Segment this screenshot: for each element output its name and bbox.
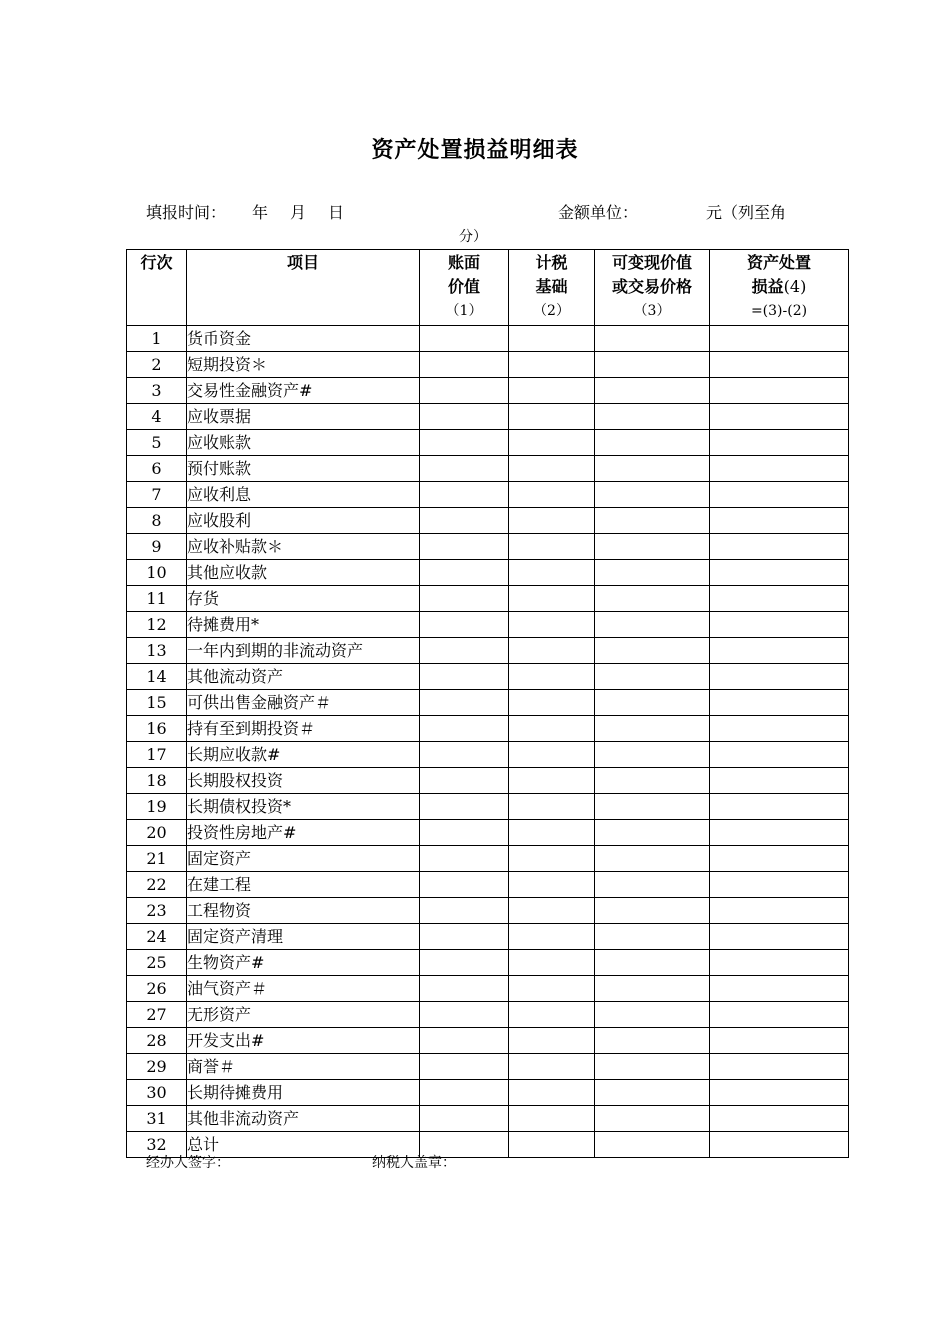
table-row: [127, 404, 849, 430]
tax-basis-cell[interactable]: [509, 534, 595, 560]
row-number: 20: [127, 820, 187, 846]
realizable-value-cell[interactable]: [595, 820, 710, 846]
row-number: 11: [127, 586, 187, 612]
disposal-gain-loss-cell[interactable]: [710, 1080, 849, 1106]
row-item: 长期待摊费用: [187, 1080, 420, 1106]
table-row: [127, 1080, 849, 1106]
tax-basis-cell[interactable]: [509, 794, 595, 820]
disposal-gain-loss-cell[interactable]: [710, 794, 849, 820]
tax-basis-cell[interactable]: [509, 1106, 595, 1132]
row-number: 24: [127, 924, 187, 950]
row-item: 存货: [187, 586, 420, 612]
table-row: [127, 612, 849, 638]
col-header-realizable-value: 可变现价值 或交易价格 （3）: [595, 250, 710, 326]
row-number: 6: [127, 456, 187, 482]
row-number: 31: [127, 1106, 187, 1132]
realizable-value-cell[interactable]: [595, 716, 710, 742]
tax-basis-cell[interactable]: [509, 976, 595, 1002]
tax-basis-cell[interactable]: [509, 846, 595, 872]
row-number: 18: [127, 768, 187, 794]
row-item: 应收补贴款＊: [187, 534, 420, 560]
table-row: [127, 898, 849, 924]
book-value-cell[interactable]: [420, 924, 509, 950]
realizable-value-cell[interactable]: [595, 1028, 710, 1054]
row-number: 1: [127, 326, 187, 352]
fill-time-line: [146, 200, 344, 223]
row-item: 预付账款: [187, 456, 420, 482]
tax-basis-cell[interactable]: [509, 898, 595, 924]
row-item: 长期股权投资: [187, 768, 420, 794]
col-header-item: 项目: [187, 250, 420, 326]
disposal-gain-loss-cell[interactable]: [710, 924, 849, 950]
realizable-value-cell[interactable]: [595, 508, 710, 534]
table-row: [127, 1028, 849, 1054]
disposal-gain-loss-cell[interactable]: [710, 1002, 849, 1028]
book-value-cell[interactable]: [420, 378, 509, 404]
row-item: 长期债权投资*: [187, 794, 420, 820]
book-value-cell[interactable]: [420, 768, 509, 794]
disposal-gain-loss-cell[interactable]: [710, 976, 849, 1002]
realizable-value-cell[interactable]: [595, 898, 710, 924]
table-row: [127, 924, 849, 950]
realizable-value-cell[interactable]: [595, 1106, 710, 1132]
disposal-gain-loss-cell[interactable]: [710, 690, 849, 716]
realizable-value-cell[interactable]: [595, 430, 710, 456]
book-value-cell[interactable]: [420, 716, 509, 742]
table-row: [127, 1054, 849, 1080]
disposal-gain-loss-cell[interactable]: [710, 378, 849, 404]
book-value-cell[interactable]: [420, 846, 509, 872]
realizable-value-cell[interactable]: [595, 794, 710, 820]
tax-basis-cell[interactable]: [509, 950, 595, 976]
table-row: [127, 1106, 849, 1132]
realizable-value-cell[interactable]: [595, 534, 710, 560]
row-number: 23: [127, 898, 187, 924]
col-header-tax-basis: 计税 基础 （2）: [509, 250, 595, 326]
table-row: [127, 482, 849, 508]
disposal-gain-loss-cell[interactable]: [710, 482, 849, 508]
realizable-value-cell[interactable]: [595, 638, 710, 664]
row-number: 5: [127, 430, 187, 456]
col-header-disposal-gain-loss: 资产处置 损益(4) =(3)-(2): [710, 250, 849, 326]
page-title: 资产处置损益明细表: [371, 138, 579, 163]
row-item: 无形资产: [187, 1002, 420, 1028]
disposal-gain-loss-cell[interactable]: [710, 326, 849, 352]
row-item: 应收股利: [187, 508, 420, 534]
row-number: 7: [127, 482, 187, 508]
disposal-gain-loss-cell[interactable]: [710, 846, 849, 872]
tax-basis-cell[interactable]: [509, 638, 595, 664]
tax-basis-cell[interactable]: [509, 1002, 595, 1028]
handler-signature-label: 经办人签字：: [146, 1155, 230, 1171]
tax-basis-cell[interactable]: [509, 560, 595, 586]
table-row: [127, 664, 849, 690]
tax-basis-cell[interactable]: [509, 768, 595, 794]
disposal-gain-loss-cell[interactable]: [710, 898, 849, 924]
tax-basis-cell[interactable]: [509, 820, 595, 846]
disposal-gain-loss-cell[interactable]: [710, 1132, 849, 1158]
row-number: 15: [127, 690, 187, 716]
row-number: 8: [127, 508, 187, 534]
amount-unit-value-wrap: 分）: [459, 229, 487, 245]
disposal-gain-loss-cell[interactable]: [710, 352, 849, 378]
book-value-cell[interactable]: [420, 976, 509, 1002]
row-item: 工程物资: [187, 898, 420, 924]
realizable-value-cell[interactable]: [595, 560, 710, 586]
realizable-value-cell[interactable]: [595, 872, 710, 898]
row-item: 应收票据: [187, 404, 420, 430]
year-label: 年: [252, 203, 269, 222]
table-row: [127, 690, 849, 716]
disposal-gain-loss-cell[interactable]: [710, 768, 849, 794]
row-number: 28: [127, 1028, 187, 1054]
row-item: 应收利息: [187, 482, 420, 508]
tax-basis-cell[interactable]: [509, 1080, 595, 1106]
row-item: 固定资产清理: [187, 924, 420, 950]
book-value-cell[interactable]: [420, 1028, 509, 1054]
row-item: 应收账款: [187, 430, 420, 456]
row-item: 开发支出#: [187, 1028, 420, 1054]
realizable-value-cell[interactable]: [595, 1080, 710, 1106]
disposal-gain-loss-cell[interactable]: [710, 430, 849, 456]
realizable-value-cell[interactable]: [595, 404, 710, 430]
row-number: 26: [127, 976, 187, 1002]
realizable-value-cell[interactable]: [595, 1132, 710, 1158]
row-number: 9: [127, 534, 187, 560]
book-value-cell[interactable]: [420, 742, 509, 768]
book-value-cell[interactable]: [420, 456, 509, 482]
realizable-value-cell[interactable]: [595, 482, 710, 508]
row-number: 29: [127, 1054, 187, 1080]
row-item: 其他非流动资产: [187, 1106, 420, 1132]
realizable-value-cell[interactable]: [595, 586, 710, 612]
disposal-gain-loss-cell[interactable]: [710, 508, 849, 534]
book-value-cell[interactable]: [420, 872, 509, 898]
row-item: 持有至到期投资＃: [187, 716, 420, 742]
tax-basis-cell[interactable]: [509, 1132, 595, 1158]
tax-basis-cell[interactable]: [509, 482, 595, 508]
row-number: 32: [127, 1132, 187, 1158]
table-row: [127, 716, 849, 742]
row-item: 商誉＃: [187, 1054, 420, 1080]
book-value-cell[interactable]: [420, 898, 509, 924]
row-number: 27: [127, 1002, 187, 1028]
row-item: 投资性房地产#: [187, 820, 420, 846]
book-value-cell[interactable]: [420, 326, 509, 352]
day-label: 日: [328, 203, 345, 222]
row-number: 16: [127, 716, 187, 742]
tax-basis-cell[interactable]: [509, 1028, 595, 1054]
tax-basis-cell[interactable]: [509, 742, 595, 768]
tax-basis-cell[interactable]: [509, 326, 595, 352]
row-item: 总计: [187, 1132, 420, 1158]
row-item: 油气资产＃: [187, 976, 420, 1002]
realizable-value-cell[interactable]: [595, 742, 710, 768]
tax-basis-cell[interactable]: [509, 690, 595, 716]
book-value-cell[interactable]: [420, 690, 509, 716]
row-item: 生物资产#: [187, 950, 420, 976]
col-header-book-value: 账面 价值 （1）: [420, 250, 509, 326]
row-number: 22: [127, 872, 187, 898]
table-row: [127, 976, 849, 1002]
realizable-value-cell[interactable]: [595, 768, 710, 794]
row-number: 21: [127, 846, 187, 872]
disposal-gain-loss-cell[interactable]: [710, 586, 849, 612]
row-item: 货币资金: [187, 326, 420, 352]
taxpayer-seal-label: 纳税人盖章：: [372, 1155, 456, 1171]
realizable-value-cell[interactable]: [595, 1054, 710, 1080]
table-row: [127, 586, 849, 612]
table-row: [127, 846, 849, 872]
table-row: [127, 326, 849, 352]
table-row: [127, 560, 849, 586]
table-row: [127, 534, 849, 560]
realizable-value-cell[interactable]: [595, 846, 710, 872]
table-row: [127, 950, 849, 976]
row-number: 25: [127, 950, 187, 976]
disposal-gain-loss-cell[interactable]: [710, 872, 849, 898]
tax-basis-cell[interactable]: [509, 872, 595, 898]
row-item: 短期投资＊: [187, 352, 420, 378]
book-value-cell[interactable]: [420, 638, 509, 664]
row-item: 可供出售金融资产＃: [187, 690, 420, 716]
month-label: 月: [290, 203, 307, 222]
book-value-cell[interactable]: [420, 560, 509, 586]
row-number: 12: [127, 612, 187, 638]
tax-basis-cell[interactable]: [509, 430, 595, 456]
col-header-row-no: 行次: [127, 250, 187, 326]
tax-basis-cell[interactable]: [509, 664, 595, 690]
row-item: 其他流动资产: [187, 664, 420, 690]
tax-basis-cell[interactable]: [509, 404, 595, 430]
book-value-cell[interactable]: [420, 508, 509, 534]
row-number: 13: [127, 638, 187, 664]
disposal-gain-loss-cell[interactable]: [710, 1028, 849, 1054]
tax-basis-cell[interactable]: [509, 456, 595, 482]
realizable-value-cell[interactable]: [595, 924, 710, 950]
book-value-cell[interactable]: [420, 664, 509, 690]
realizable-value-cell[interactable]: [595, 378, 710, 404]
realizable-value-cell[interactable]: [595, 664, 710, 690]
disposal-gain-loss-cell[interactable]: [710, 742, 849, 768]
realizable-value-cell[interactable]: [595, 976, 710, 1002]
amount-unit-line: [558, 200, 786, 223]
table-row: [127, 768, 849, 794]
disposal-table: [126, 249, 849, 1158]
row-item: 在建工程: [187, 872, 420, 898]
book-value-cell[interactable]: [420, 612, 509, 638]
row-item: 待摊费用*: [187, 612, 420, 638]
disposal-gain-loss-cell[interactable]: [710, 820, 849, 846]
book-value-cell[interactable]: [420, 534, 509, 560]
table-row: [127, 794, 849, 820]
row-item: 长期应收款#: [187, 742, 420, 768]
disposal-gain-loss-cell[interactable]: [710, 560, 849, 586]
book-value-cell[interactable]: [420, 950, 509, 976]
table-row: [127, 378, 849, 404]
realizable-value-cell[interactable]: [595, 326, 710, 352]
row-number: 2: [127, 352, 187, 378]
book-value-cell[interactable]: [420, 352, 509, 378]
table-row: [127, 820, 849, 846]
realizable-value-cell[interactable]: [595, 456, 710, 482]
row-number: 10: [127, 560, 187, 586]
table-row: [127, 430, 849, 456]
row-number: 3: [127, 378, 187, 404]
realizable-value-cell[interactable]: [595, 612, 710, 638]
amount-unit-label: 金额单位：: [558, 203, 639, 222]
table-row: [127, 872, 849, 898]
disposal-gain-loss-cell[interactable]: [710, 534, 849, 560]
book-value-cell[interactable]: [420, 820, 509, 846]
disposal-gain-loss-cell[interactable]: [710, 1106, 849, 1132]
book-value-cell[interactable]: [420, 1080, 509, 1106]
tax-basis-cell[interactable]: [509, 1054, 595, 1080]
table-row: [127, 742, 849, 768]
row-number: 4: [127, 404, 187, 430]
table-row: [127, 352, 849, 378]
disposal-gain-loss-cell[interactable]: [710, 716, 849, 742]
tax-basis-cell[interactable]: [509, 716, 595, 742]
book-value-cell[interactable]: [420, 404, 509, 430]
disposal-gain-loss-cell[interactable]: [710, 638, 849, 664]
disposal-gain-loss-cell[interactable]: [710, 404, 849, 430]
book-value-cell[interactable]: [420, 430, 509, 456]
disposal-gain-loss-cell[interactable]: [710, 1054, 849, 1080]
disposal-gain-loss-cell[interactable]: [710, 612, 849, 638]
realizable-value-cell[interactable]: [595, 352, 710, 378]
book-value-cell[interactable]: [420, 794, 509, 820]
book-value-cell[interactable]: [420, 482, 509, 508]
disposal-gain-loss-cell[interactable]: [710, 456, 849, 482]
fill-time-label: 填报时间：: [146, 203, 227, 222]
row-number: 14: [127, 664, 187, 690]
table-header-row: [127, 250, 849, 326]
row-item: 其他应收款: [187, 560, 420, 586]
realizable-value-cell[interactable]: [595, 950, 710, 976]
table-row: [127, 456, 849, 482]
table-row: [127, 638, 849, 664]
disposal-gain-loss-cell[interactable]: [710, 950, 849, 976]
tax-basis-cell[interactable]: [509, 924, 595, 950]
table-row: [127, 1002, 849, 1028]
row-number: 19: [127, 794, 187, 820]
row-item: 交易性金融资产#: [187, 378, 420, 404]
book-value-cell[interactable]: [420, 586, 509, 612]
table-row: [127, 508, 849, 534]
book-value-cell[interactable]: [420, 1054, 509, 1080]
tax-basis-cell[interactable]: [509, 508, 595, 534]
row-number: 17: [127, 742, 187, 768]
row-number: 30: [127, 1080, 187, 1106]
tax-basis-cell[interactable]: [509, 612, 595, 638]
amount-unit-value: 元（列至角: [706, 203, 787, 222]
tax-basis-cell[interactable]: [509, 352, 595, 378]
row-item: 固定资产: [187, 846, 420, 872]
disposal-gain-loss-cell[interactable]: [710, 664, 849, 690]
tax-basis-cell[interactable]: [509, 586, 595, 612]
realizable-value-cell[interactable]: [595, 1002, 710, 1028]
book-value-cell[interactable]: [420, 1002, 509, 1028]
row-item: 一年内到期的非流动资产: [187, 638, 420, 664]
tax-basis-cell[interactable]: [509, 378, 595, 404]
table-row: [127, 1132, 849, 1158]
book-value-cell[interactable]: [420, 1106, 509, 1132]
realizable-value-cell[interactable]: [595, 690, 710, 716]
